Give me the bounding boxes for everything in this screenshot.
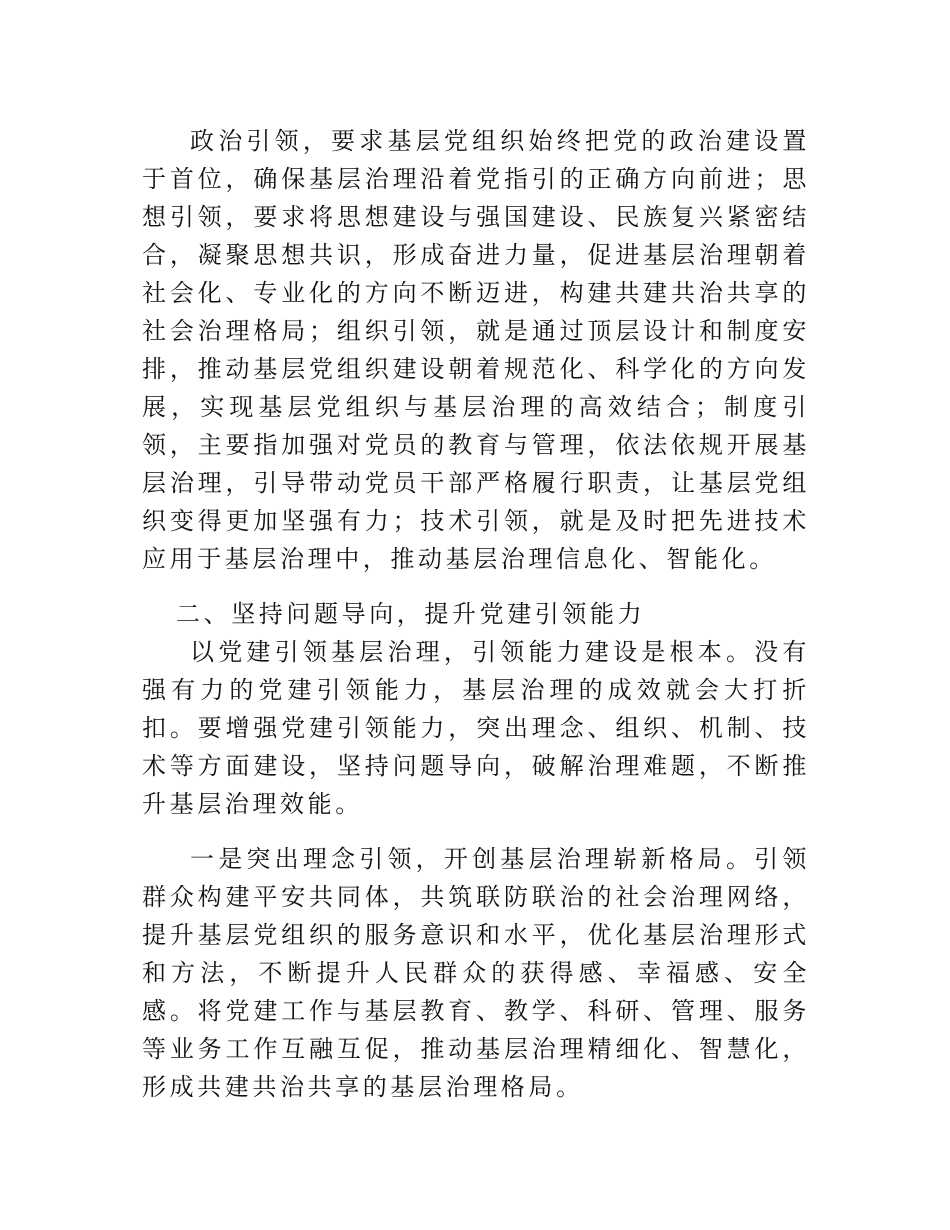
section-heading: 二、坚持问题导向，提升党建引领能力	[176, 600, 646, 628]
paragraph-leadership-capacity: 以党建引领基层治理，引领能力建设是根本。没有强有力的党建引领能力，基层治理的成效就会大打折扣。要增强党建引领能力，突出理念、组织、机制、技术等方面建设，坚持问题导向，破解治理难题，不断推升基层治理效能。	[142, 638, 810, 818]
paragraph-concept-leadership: 一是突出理念引领，开创基层治理崭新格局。引领群众构建平安共同体，共筑联防联治的社会治理网络，提升基层党组织的服务意识和水平，优化基层治理形式和方法，不断提升人民群众的获得感、幸福感、安全感。将党建工作与基层教育、教学、科研、管理、服务等业务工作互融互促，推动基层治理精细化、智慧化，形成共建共治共享的基层治理格局。	[142, 845, 810, 1101]
document-page	[142, 122, 810, 1106]
paragraph-political-leadership: 政治引领，要求基层党组织始终把党的政治建设置于首位，确保基层治理沿着党指引的正确方向前进；思想引领，要求将思想建设与强国建设、民族复兴紧密结合，凝聚思想共识，形成奋进力量，促进基层治理朝着社会化、专业化的方向不断迈进，构建共建共治共享的社会治理格局；组织引领，就是通过顶层设计和制度安排，推动基层党组织建设朝着规范化、科学化的方向发展，实现基层党组织与基层治理的高效结合；制度引领，主要指加强对党员的教育与管理，依法依规开展基层治理，引导带动党员干部严格履行职责，让基层党组织变得更加坚强有力；技术引领，就是及时把先进技术应用于基层治理中，推动基层治理信息化、智能化。	[142, 127, 810, 573]
